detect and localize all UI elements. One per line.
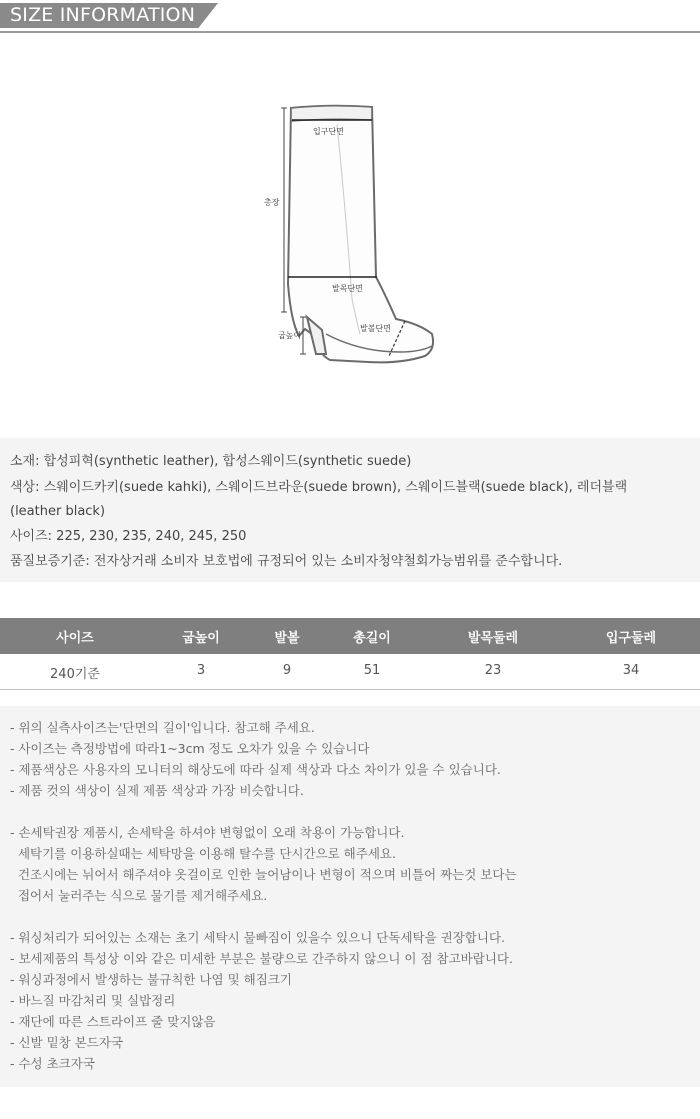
note-item: - 신발 밑창 본드자국 [10, 1035, 124, 1050]
header-ankle-circumference: 발목둘레 [467, 631, 519, 646]
boot-illustration [0, 34, 700, 436]
section-title: SIZE INFORMATION [10, 4, 196, 26]
material-text: 소재: 합성피혁(synthetic leather), 합성스웨이드(synthetic suede) [10, 454, 412, 469]
cell-heel-height: 3 [196, 663, 206, 678]
product-info [0, 438, 700, 582]
header-ball: 발볼 [274, 631, 300, 646]
cell-opening-circumference: 34 [622, 663, 640, 678]
warranty-text: 품질보증기준: 전자상거래 소비자 보호법에 규정되어 있는 소비자청약철회가능범위를 준수합니다. [10, 554, 563, 569]
section-header [0, 0, 700, 34]
note-item: - 재단에 따른 스트라이프 줄 맞지않음 [10, 1014, 216, 1029]
cell-ball: 9 [282, 663, 292, 678]
boot-diagram [0, 34, 700, 436]
header-divider [0, 31, 700, 33]
note-item: - 제품색상은 사용자의 모니터의 해상도에 따라 실제 색상과 다소 차이가 있을 수 있습니다. [10, 762, 501, 777]
note-item: - 바느질 마감처리 및 실밥정리 [10, 993, 176, 1008]
header-size: 사이즈 [56, 631, 94, 646]
note-item: - 손세탁권장 제품시, 손세탁을 하셔야 변형없이 오래 착용이 가능합니다. [10, 825, 405, 840]
ball-label: 발볼단면 [360, 324, 391, 333]
sizes-text: 사이즈: 225, 230, 235, 240, 245, 250 [10, 529, 247, 544]
note-item: - 제품 컷의 색상이 실제 제품 색상과 가장 비슷합니다. [10, 783, 304, 798]
header-opening-circumference: 입구둘레 [605, 631, 657, 646]
opening-label: 입구단면 [313, 127, 344, 136]
cell-ankle-circumference: 23 [484, 663, 502, 678]
header-heel-height: 굽높이 [182, 631, 220, 646]
ankle-label: 발목단면 [332, 284, 363, 293]
care-notes [0, 706, 700, 1087]
cell-size: 240기준 [50, 667, 100, 682]
total-length-label: 총장 [264, 198, 280, 207]
heel-label: 굽높이 [278, 331, 302, 340]
note-item: - 워싱처리가 되어있는 소재는 초기 세탁시 물빠짐이 있을수 있으니 단독세탁을 권장합니다. [10, 930, 505, 945]
note-item: 건조시에는 뉘어서 해주셔야 옷걸이로 인한 늘어남이나 변형이 적으며 비틀어 짜는것 보다는 [10, 867, 517, 882]
note-item: - 사이즈는 측정방법에 따라1~3cm 정도 오차가 있을 수 있습니다 [10, 741, 370, 756]
table-header-row [0, 618, 700, 654]
note-item: - 워싱과정에서 발생하는 불규칙한 나염 및 해짐크기 [10, 972, 292, 987]
note-item: - 보세제품의 특성상 이와 같은 미세한 부분은 불량으로 간주하지 않으니 이 점 참고바랍니다. [10, 951, 513, 966]
note-item: 접어서 눌러주는 식으로 물기를 제거해주세요. [10, 888, 268, 903]
note-item: - 수성 초크자국 [10, 1056, 95, 1071]
header-total-length: 총길이 [353, 631, 391, 646]
cell-total-length: 51 [363, 663, 381, 678]
table-bottom-border [0, 689, 700, 690]
note-item: - 위의 실측사이즈는'단면의 길이'입니다. 참고해 주세요. [10, 720, 315, 735]
color-text: 색상: 스웨이드카키(suede kahki), 스웨이드브라운(suede brown), 스웨이드블랙(suede black), 레더블랙 [10, 480, 628, 495]
note-item: 세탁기를 이용하실때는 세탁망을 이용해 탈수를 단시간으로 해주세요. [10, 846, 396, 861]
color-text-continued: (leather black) [10, 504, 106, 519]
